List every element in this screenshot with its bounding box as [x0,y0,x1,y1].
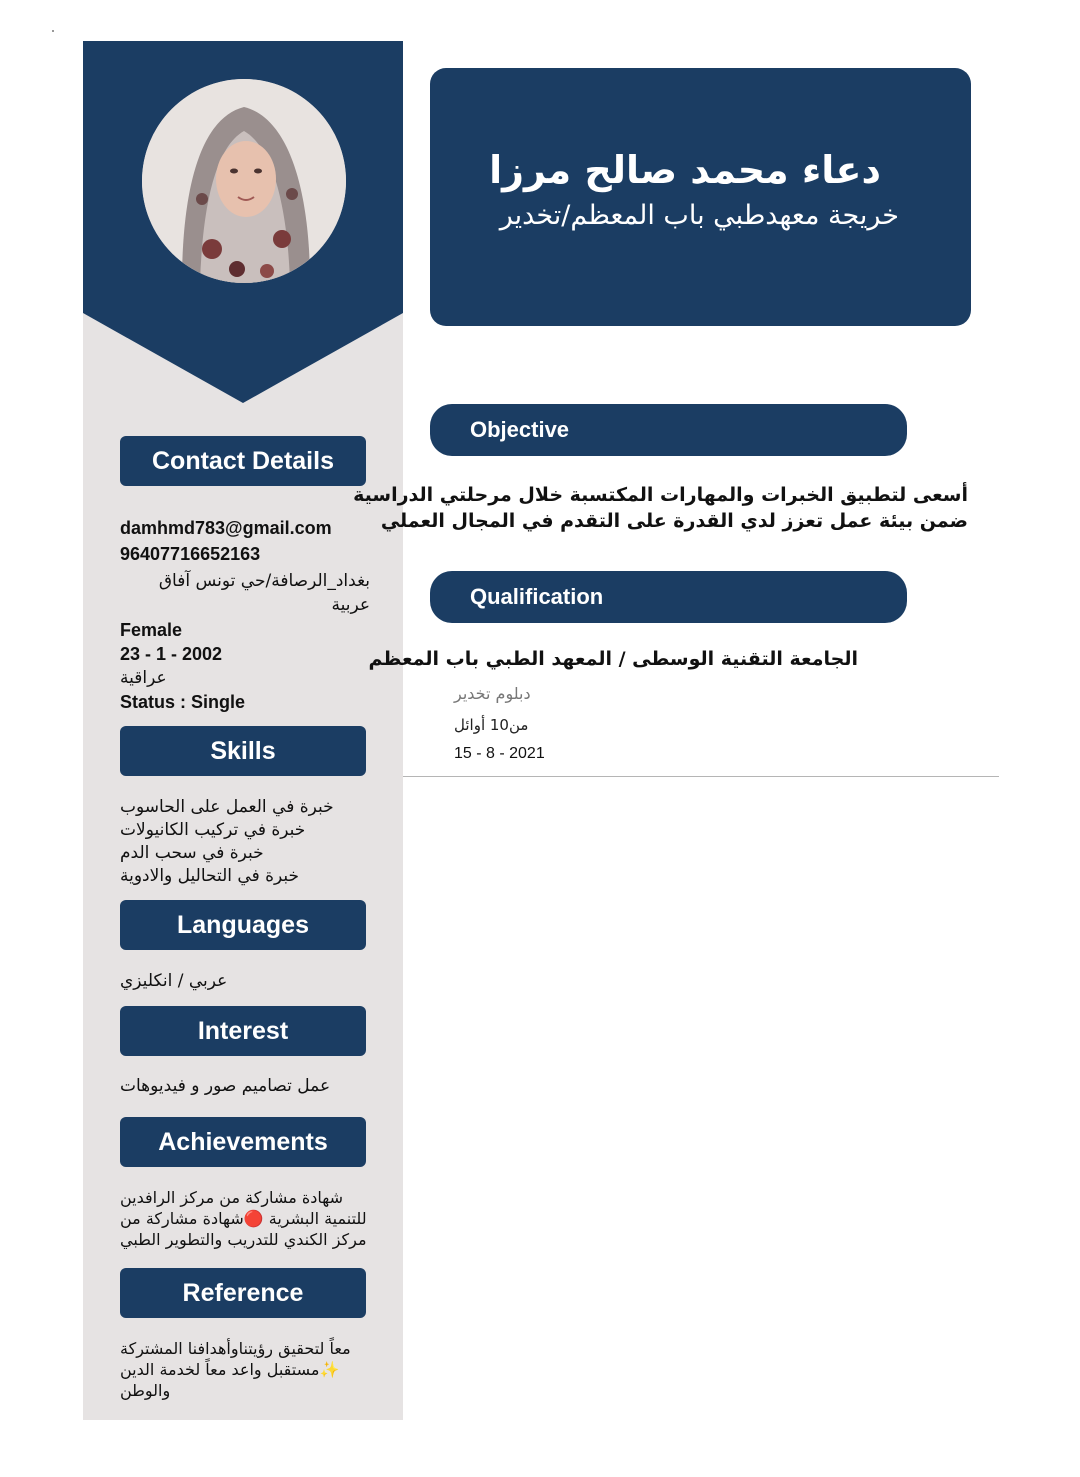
interest-text: عمل تصاميم صور و فيديوهات [120,1076,331,1096]
skills-heading: Skills [120,726,366,776]
sidebar [83,41,403,1420]
email-text: damhmd783@gmail.com [120,518,332,538]
qualification-heading: Qualification [430,571,907,623]
phone-text: 96407716652163 [120,544,261,564]
address-text: بغداد_الرصافة/حي تونس آفاق عربية [158,571,370,615]
interest-text-wrap [120,1074,370,1098]
section-divider [403,776,999,777]
qualification-degree: دبلوم تخدير [454,684,531,703]
languages-text: عربي / انكليزي [120,971,228,991]
avatar [142,79,346,283]
objective-heading: Objective [430,404,907,456]
achievements-text [120,1187,370,1250]
reference-heading: Reference [120,1268,366,1318]
skill-item: خبرة في العمل على الحاسوب [120,797,334,817]
qualification-date: 15 - 8 - 2021 [454,745,545,762]
gender-text: Female [120,620,183,640]
qualification-institution: الجامعة التقنية الوسطى / المعهد الطبي باب المعظم [368,648,858,670]
languages-text-wrap [120,969,370,993]
skill-item: خبرة في تركيب الكانيولات [120,820,306,840]
birthdate-text: 23 - 1 - 2002 [120,644,223,664]
skills-list [120,796,370,888]
job-subtitle: خريجة معهدطبي باب المعظم/تخدير [499,200,899,231]
objective-line: أسعى لتطبيق الخبرات والمهارات المكتسبة خلال مرحلتي الدراسية [353,484,968,506]
achievement-line: شهادة مشاركة من مركز الرافدين [120,1188,344,1207]
full-name: دعاء محمد صالح مرزا [489,148,881,192]
stray-dot [52,30,54,32]
name-header-box [430,68,971,326]
interest-heading: Interest [120,1006,366,1056]
reference-line: معاً لتحقيق رؤيتناوأهدافنا المشتركة [120,1339,351,1358]
languages-heading: Languages [120,900,366,950]
reference-text [120,1338,370,1401]
contact-details-list [120,516,370,714]
achievements-heading: Achievements [120,1117,366,1167]
qualification-rank: من10 أوائل [454,716,529,734]
achievement-line: للتنمية البشرية 🔴شهادة مشاركة من [120,1209,367,1228]
profile-photo-icon [142,79,346,283]
achievement-line: مركز الكندي للتدريب والتطوير الطبي [120,1230,367,1249]
skill-item: خبرة في سحب الدم [120,843,264,863]
reference-line: والوطن [120,1381,171,1400]
skill-item: خبرة في التحاليل والادوية [120,866,300,886]
nationality-text: عراقية [120,668,167,688]
objective-text [353,482,968,534]
contact-details-heading: Contact Details [120,436,366,486]
objective-line: ضمن بيئة عمل تعزز لدي القدرة على التقدم في المجال العملي [380,510,968,532]
reference-line: ✨مستقبل واعد معاً لخدمة الدين [120,1360,340,1379]
marital-status-text: Status : Single [120,692,246,712]
